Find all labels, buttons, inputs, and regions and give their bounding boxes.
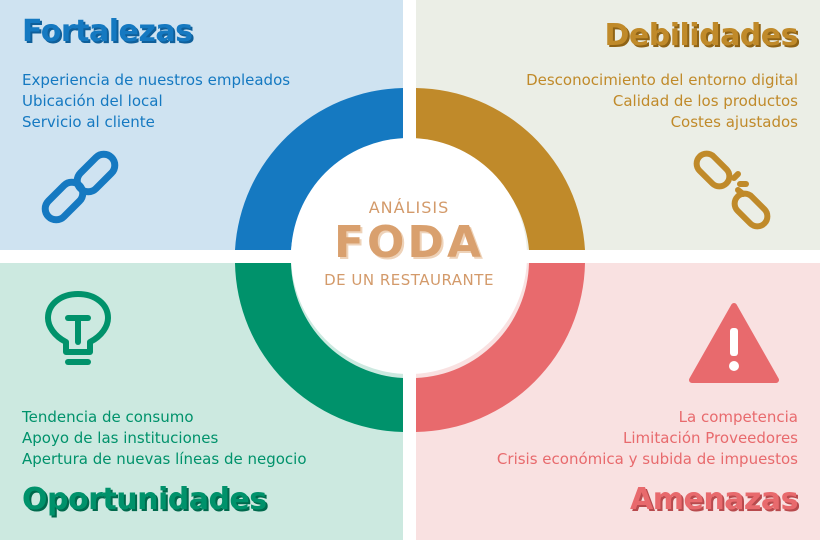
- threats-title: Amenazas: [630, 482, 798, 517]
- list-item: Servicio al cliente: [22, 113, 155, 131]
- list-item: Tendencia de consumo: [22, 408, 194, 426]
- list-item: Apertura de nuevas líneas de negocio: [22, 450, 307, 468]
- list-item: Calidad de los productos: [612, 92, 798, 110]
- chain-link-icon: [38, 150, 122, 226]
- strengths-list: [22, 70, 290, 133]
- lightbulb-icon: [42, 290, 114, 376]
- center-top-text: ANÁLISIS: [368, 198, 450, 217]
- list-item: Apoyo de las instituciones: [22, 429, 219, 447]
- center-bottom-text: DE UN RESTAURANTE: [324, 271, 494, 289]
- broken-chain-icon: [690, 150, 774, 230]
- list-item: Costes ajustados: [670, 113, 798, 131]
- list-item: Crisis económica y subida de impuestos: [496, 450, 798, 468]
- list-item: Desconocimiento del entorno digital: [526, 71, 798, 89]
- warning-icon: [688, 300, 780, 384]
- threats-list: [497, 407, 798, 470]
- list-item: Limitación Proveedores: [623, 429, 798, 447]
- list-item: Experiencia de nuestros empleados: [22, 71, 291, 89]
- list-item: Ubicación del local: [22, 92, 163, 110]
- weaknesses-list: [526, 70, 798, 133]
- strengths-title: Fortalezas: [22, 14, 193, 49]
- center-label: [309, 188, 509, 289]
- opportunities-title: Oportunidades: [22, 482, 267, 517]
- center-main-text: FODA: [333, 217, 485, 268]
- weaknesses-title: Debilidades: [604, 18, 798, 53]
- opportunities-list: [22, 407, 307, 470]
- list-item: La competencia: [678, 408, 798, 426]
